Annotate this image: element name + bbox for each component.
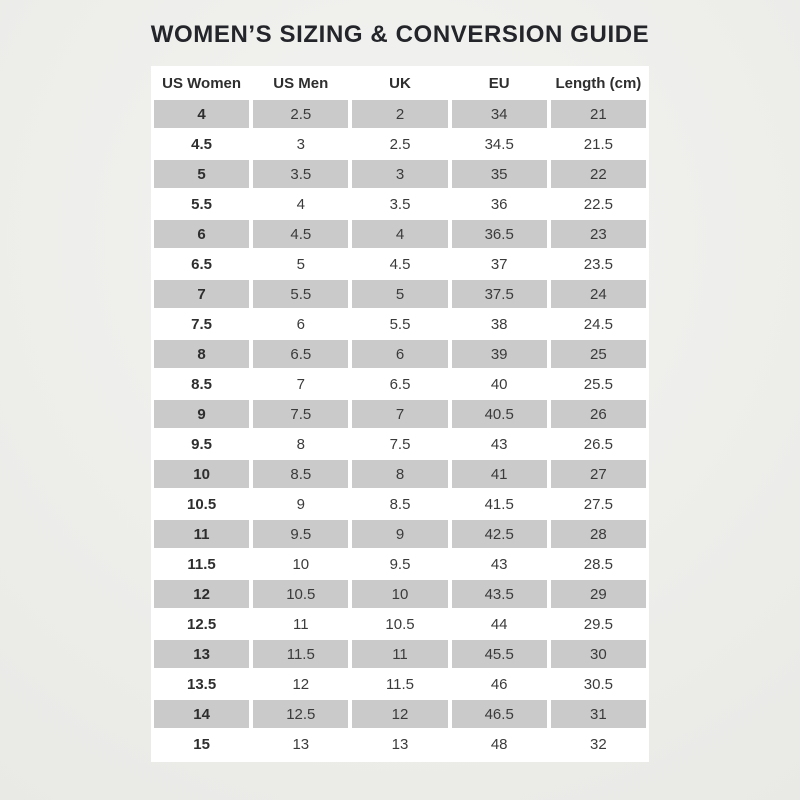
table-cell: 3.5 xyxy=(253,160,348,188)
table-cell: 46 xyxy=(490,675,508,693)
table-cell: 5 xyxy=(296,255,305,273)
table-cell: 4 xyxy=(154,100,249,128)
table-cell: 9 xyxy=(154,400,249,428)
table-cell: 6 xyxy=(296,315,305,333)
table-cell: 4 xyxy=(352,220,447,248)
table-row xyxy=(154,699,646,729)
table-cell: 13 xyxy=(292,735,310,753)
table-cell: 7 xyxy=(352,400,447,428)
column-header-us-men: US Men xyxy=(273,75,329,92)
table-row xyxy=(154,249,646,279)
table-cell: 5 xyxy=(154,160,249,188)
table-cell: 12 xyxy=(352,700,447,728)
table-cell: 12.5 xyxy=(253,700,348,728)
column-header-eu: EU xyxy=(488,75,510,92)
table-cell: 12 xyxy=(154,580,249,608)
table-cell: 11 xyxy=(293,615,309,633)
table-cell: 7.5 xyxy=(191,315,213,333)
table-cell: 43 xyxy=(490,435,508,453)
table-row xyxy=(154,729,646,759)
table-cell: 5.5 xyxy=(253,280,348,308)
table-cell: 3.5 xyxy=(389,195,411,213)
table-cell: 13.5 xyxy=(186,675,217,693)
table-cell: 6.5 xyxy=(253,340,348,368)
table-cell: 36.5 xyxy=(452,220,547,248)
table-cell: 8 xyxy=(352,460,447,488)
table-cell: 40.5 xyxy=(452,400,547,428)
table-cell: 13 xyxy=(154,640,249,668)
table-cell: 6 xyxy=(352,340,447,368)
table-cell: 35 xyxy=(452,160,547,188)
column-header-length-cm: Length (cm) xyxy=(555,75,642,92)
table-cell: 13 xyxy=(391,735,409,753)
table-cell: 8.5 xyxy=(191,375,213,393)
table-row xyxy=(154,609,646,639)
table-cell: 11.5 xyxy=(187,555,216,573)
table-cell: 32 xyxy=(590,735,607,753)
size-conversion-table xyxy=(151,66,649,762)
table-cell: 8.5 xyxy=(389,495,411,513)
table-cell: 2.5 xyxy=(389,135,411,153)
table-cell: 9 xyxy=(296,495,305,513)
table-cell: 30.5 xyxy=(583,675,613,693)
table-row xyxy=(154,459,646,489)
table-cell: 9.5 xyxy=(191,435,213,453)
table-cell: 26 xyxy=(551,400,646,428)
table-cell: 14 xyxy=(154,700,249,728)
table-cell: 3 xyxy=(296,135,305,153)
table-cell: 46.5 xyxy=(452,700,547,728)
table-cell: 29.5 xyxy=(583,615,613,633)
column-header-uk: UK xyxy=(389,75,411,92)
table-row xyxy=(154,399,646,429)
table-cell: 21.5 xyxy=(583,135,613,153)
column-header-us-women: US Women xyxy=(162,75,242,92)
table-cell: 7.5 xyxy=(389,435,411,453)
table-cell: 23 xyxy=(551,220,646,248)
table-cell: 9.5 xyxy=(389,555,411,573)
table-cell: 42.5 xyxy=(452,520,547,548)
table-row xyxy=(154,429,646,459)
table-cell: 21 xyxy=(551,100,646,128)
table-row xyxy=(154,549,646,579)
table-cell: 8.5 xyxy=(253,460,348,488)
table-cell: 11 xyxy=(154,520,249,548)
table-cell: 5 xyxy=(352,280,447,308)
table-cell: 45.5 xyxy=(452,640,547,668)
table-row xyxy=(154,519,646,549)
table-cell: 6.5 xyxy=(389,375,411,393)
table-cell: 27 xyxy=(551,460,646,488)
table-header-row xyxy=(154,68,646,99)
table-cell: 7 xyxy=(154,280,249,308)
table-cell: 24.5 xyxy=(583,315,613,333)
table-row xyxy=(154,99,646,129)
table-cell: 29 xyxy=(551,580,646,608)
table-cell: 4.5 xyxy=(191,135,213,153)
table-row xyxy=(154,279,646,309)
table-cell: 10 xyxy=(292,555,310,573)
table-cell: 7.5 xyxy=(253,400,348,428)
table-cell: 40 xyxy=(490,375,508,393)
table-cell: 2 xyxy=(352,100,447,128)
table-cell: 8 xyxy=(154,340,249,368)
table-cell: 5.5 xyxy=(389,315,411,333)
table-cell: 36 xyxy=(490,195,508,213)
table-row xyxy=(154,339,646,369)
table-cell: 39 xyxy=(452,340,547,368)
table-cell: 37.5 xyxy=(452,280,547,308)
table-cell: 9 xyxy=(352,520,447,548)
table-row xyxy=(154,219,646,249)
table-row xyxy=(154,129,646,159)
table-cell: 3 xyxy=(352,160,447,188)
table-cell: 10.5 xyxy=(253,580,348,608)
table-cell: 22.5 xyxy=(583,195,613,213)
table-cell: 15 xyxy=(193,735,210,753)
table-row xyxy=(154,189,646,219)
table-cell: 26.5 xyxy=(583,435,613,453)
table-body xyxy=(154,99,646,759)
table-cell: 10 xyxy=(154,460,249,488)
table-cell: 44 xyxy=(490,615,508,633)
table-row xyxy=(154,669,646,699)
table-cell: 7 xyxy=(296,375,305,393)
table-cell: 5.5 xyxy=(191,195,213,213)
table-cell: 41 xyxy=(452,460,547,488)
table-cell: 12 xyxy=(292,675,310,693)
table-cell: 27.5 xyxy=(583,495,613,513)
table-cell: 12.5 xyxy=(186,615,217,633)
table-cell: 28 xyxy=(551,520,646,548)
table-cell: 22 xyxy=(551,160,646,188)
table-cell: 25 xyxy=(551,340,646,368)
table-row xyxy=(154,369,646,399)
table-cell: 24 xyxy=(551,280,646,308)
table-row xyxy=(154,579,646,609)
table-cell: 34.5 xyxy=(484,135,514,153)
table-cell: 38 xyxy=(490,315,508,333)
table-row xyxy=(154,639,646,669)
table-cell: 11 xyxy=(352,640,447,668)
page-title: WOMEN’S SIZING & CONVERSION GUIDE xyxy=(150,21,650,48)
table-cell: 37 xyxy=(490,255,508,273)
table-cell: 43 xyxy=(490,555,508,573)
table-cell: 41.5 xyxy=(484,495,514,513)
table-cell: 4.5 xyxy=(253,220,348,248)
table-row xyxy=(154,159,646,189)
table-cell: 4 xyxy=(296,195,305,213)
table-cell: 9.5 xyxy=(253,520,348,548)
table-cell: 48 xyxy=(490,735,508,753)
table-cell: 25.5 xyxy=(583,375,613,393)
table-cell: 34 xyxy=(452,100,547,128)
table-row xyxy=(154,309,646,339)
table-cell: 6.5 xyxy=(191,255,213,273)
table-cell: 10 xyxy=(352,580,447,608)
table-cell: 2.5 xyxy=(253,100,348,128)
table-cell: 10.5 xyxy=(385,615,415,633)
table-cell: 23.5 xyxy=(583,255,613,273)
table-cell: 11.5 xyxy=(385,675,415,693)
table-cell: 6 xyxy=(154,220,249,248)
table-cell: 28.5 xyxy=(583,555,613,573)
table-cell: 43.5 xyxy=(452,580,547,608)
table-row xyxy=(154,489,646,519)
table-cell: 10.5 xyxy=(186,495,217,513)
table-cell: 31 xyxy=(551,700,646,728)
table-cell: 11.5 xyxy=(253,640,348,668)
table-cell: 8 xyxy=(296,435,305,453)
table-cell: 4.5 xyxy=(389,255,411,273)
table-cell: 30 xyxy=(551,640,646,668)
